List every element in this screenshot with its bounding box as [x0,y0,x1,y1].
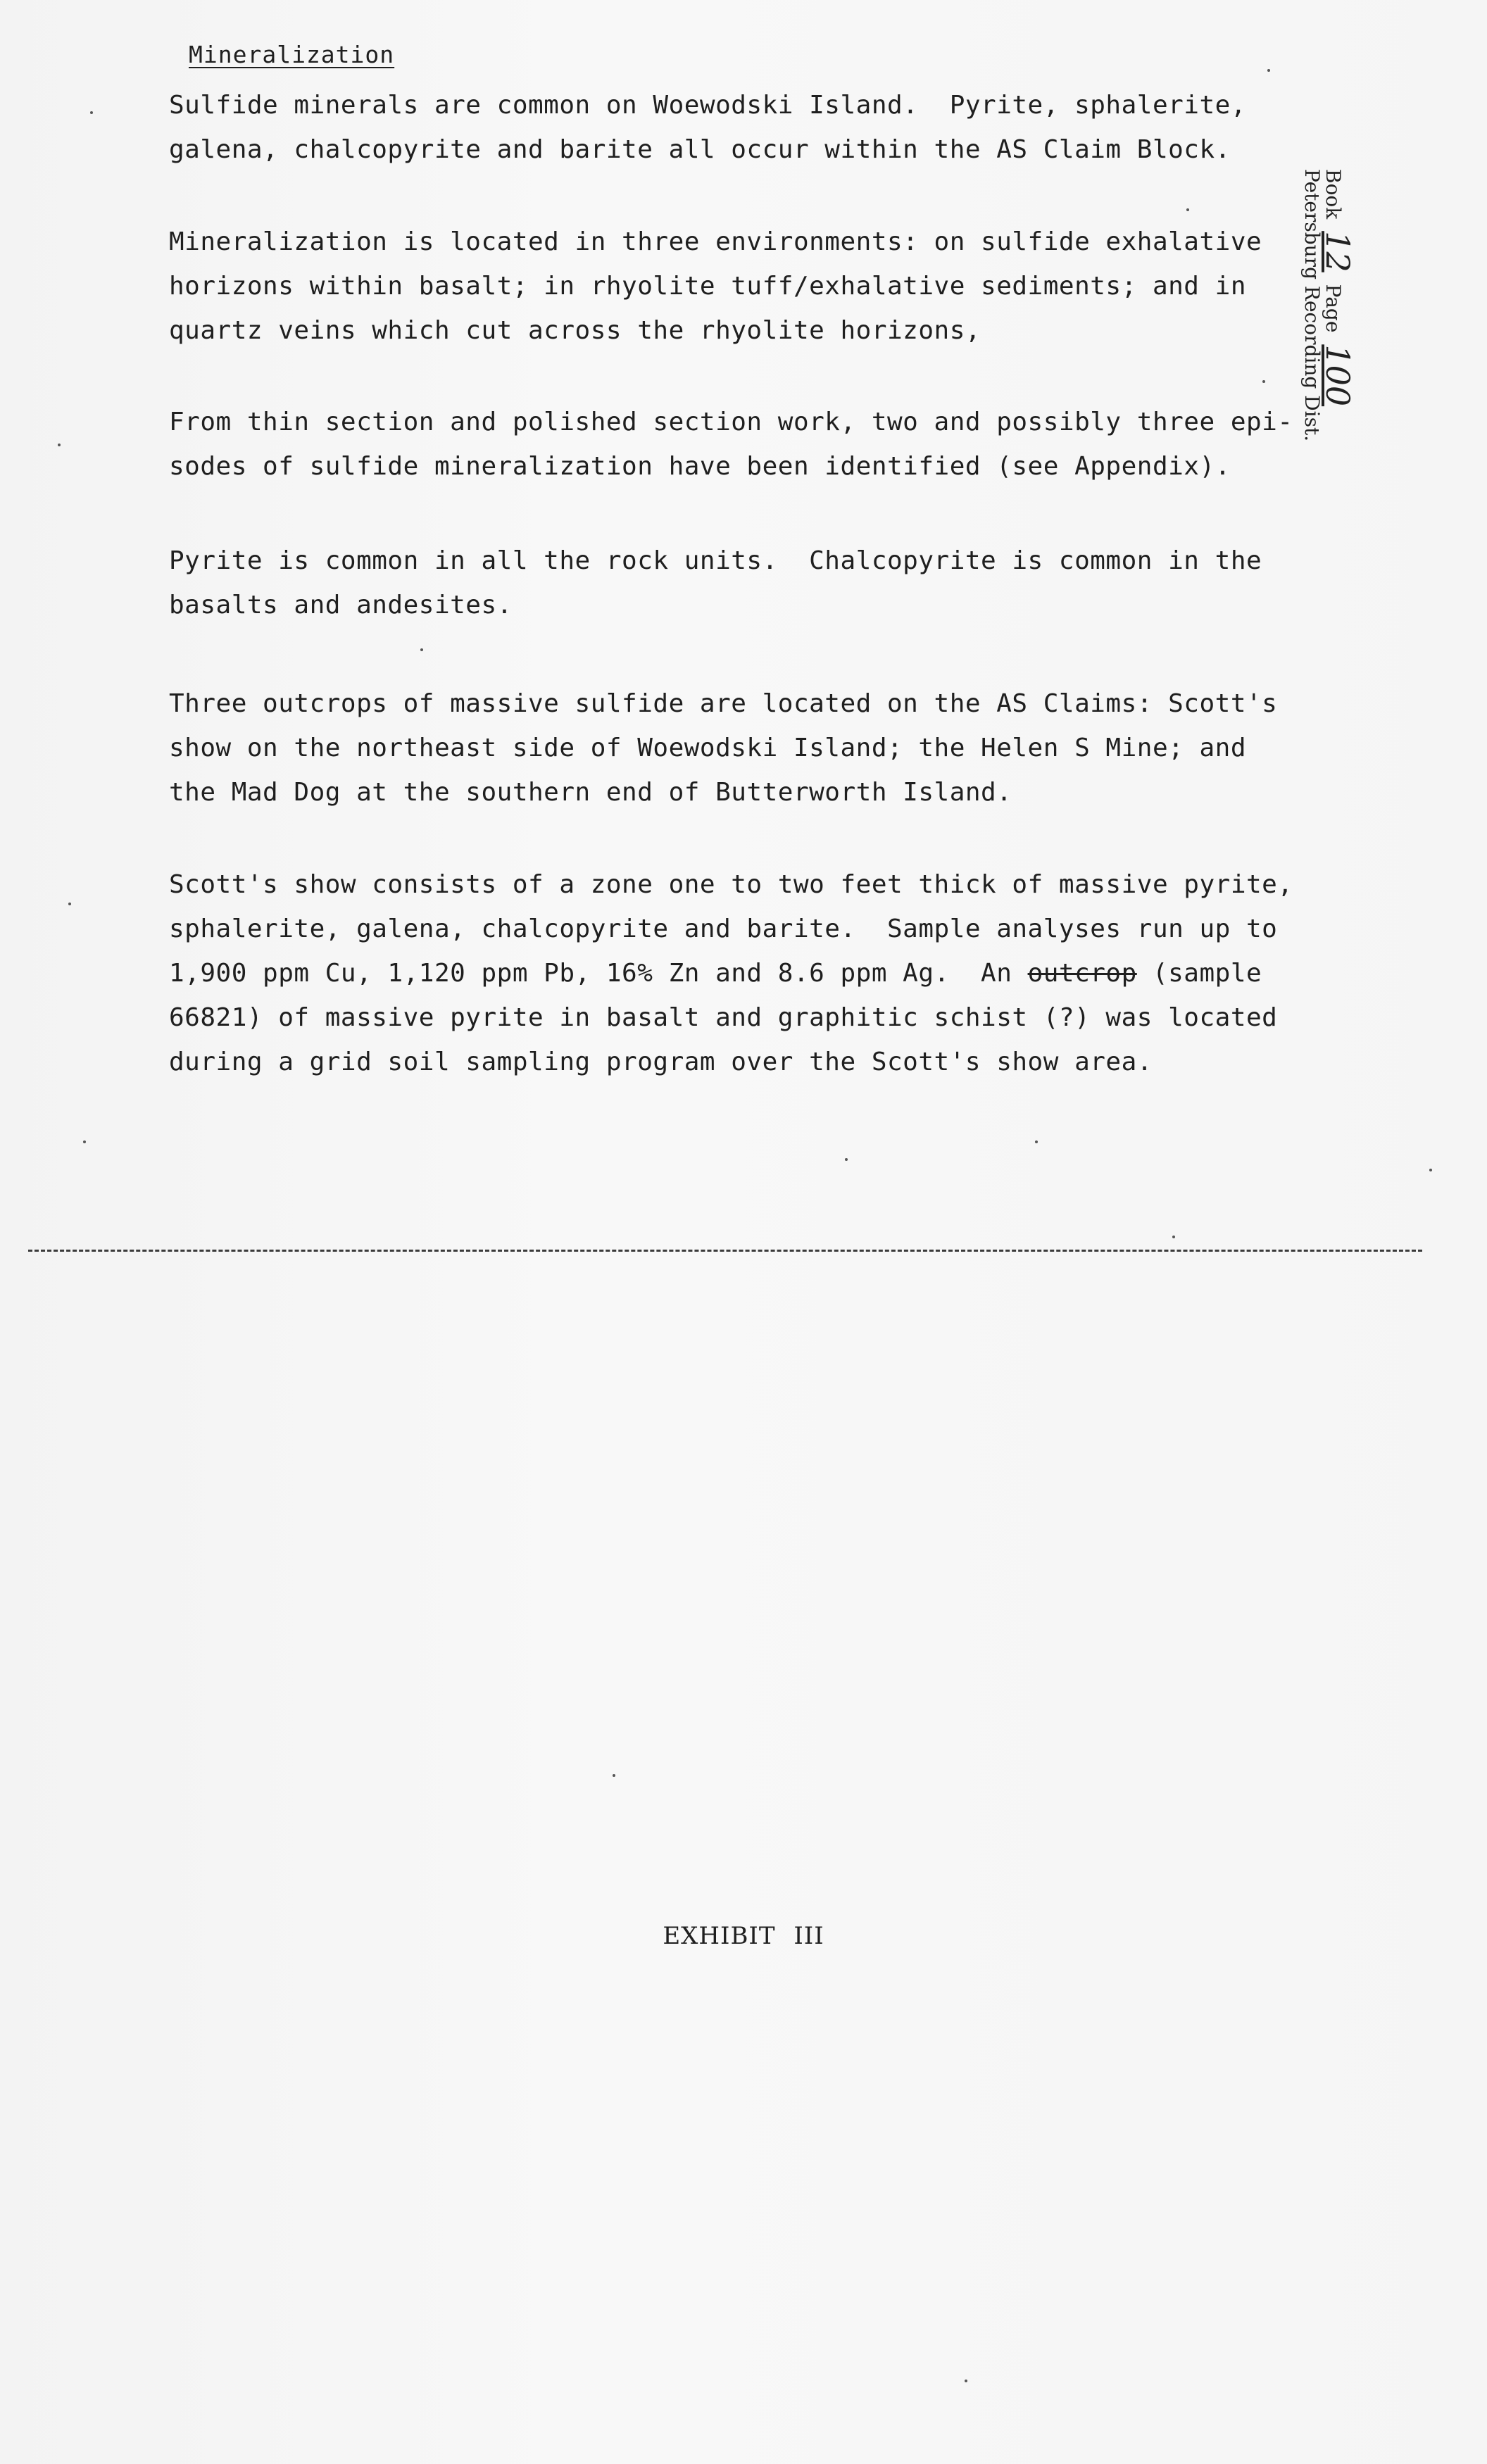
text-line: horizons within basalt; in rhyolite tuff/exhalative sediments; and in [169,272,1246,301]
text-line: the Mad Dog at the southern end of Butterworth Island. [169,778,1012,807]
page-number: 100 [1319,344,1357,407]
book-label: Book [1322,169,1345,220]
paragraph-scotts-show [169,862,1310,1084]
text-line: sphalerite, galena, chalcopyrite and barite. Sample analyses run up to [169,914,1278,943]
paragraph-outcrops [169,681,1310,815]
exhibit-label: EXHIBIT III [663,1922,824,1950]
scan-speck [1262,380,1265,383]
text-line: sodes of sulfide mineralization have been identified (see Appendix). [169,452,1231,481]
scan-speck [420,648,423,651]
text-line: galena, chalcopyrite and barite all occur within the AS Claim Block. [169,135,1231,164]
scan-speck [1429,1169,1432,1171]
scan-speck [1035,1140,1038,1143]
paragraph-thin-section [169,400,1310,489]
scan-speck [1267,69,1270,72]
text-line: Sulfide minerals are common on Woewodski Island. Pyrite, sphalerite, [169,91,1246,120]
paragraph-pyrite [169,539,1310,627]
text-line: 66821) of massive pyrite in basalt and graphitic schist (?) was located [169,1003,1278,1032]
text-line: Pyrite is common in all the rock units. Chalcopyrite is common in the [169,546,1262,575]
scan-speck [845,1158,848,1161]
scan-speck [90,111,93,114]
text-line: during a grid soil sampling program over the Scott's show area. [169,1048,1153,1076]
text-line: Mineralization is located in three environments: on sulfide exhalative [169,227,1262,256]
scan-speck [1172,1236,1175,1238]
scan-speck [965,2380,967,2382]
scan-speck [83,1140,86,1143]
scan-speck [1186,208,1189,211]
scan-speck [58,444,61,446]
section-heading: Mineralization [189,41,395,68]
text-line: Scott's show consists of a zone one to two feet thick of massive pyrite, [169,870,1293,899]
text-line: (sample [1136,959,1262,988]
dashed-divider [28,1250,1422,1252]
page-label: Page [1322,284,1345,333]
text-line: Three outcrops of massive sulfide are located on the AS Claims: Scott's [169,689,1278,718]
text-line: From thin section and polished section work, two and possibly three epi- [169,408,1293,436]
text-line: show on the northeast side of Woewodski Island; the Helen S Mine; and [169,734,1246,762]
scan-speck [613,1774,615,1777]
text-line: 1,900 ppm Cu, 1,120 ppm Pb, 16% Zn and 8.6 ppm Ag. An [169,959,1028,988]
paragraph-environments [169,220,1310,353]
book-number: 12 [1319,231,1357,272]
struck-word: outcrop [1027,959,1137,988]
recording-district: Petersburg Recording Dist. [1300,169,1324,442]
text-line: quartz veins which cut across the rhyolite horizons, [169,316,981,345]
paragraph-sulfide-minerals [169,83,1310,172]
scan-speck [68,903,71,905]
recording-stamp [1300,169,1357,493]
text-line: basalts and andesites. [169,591,513,620]
